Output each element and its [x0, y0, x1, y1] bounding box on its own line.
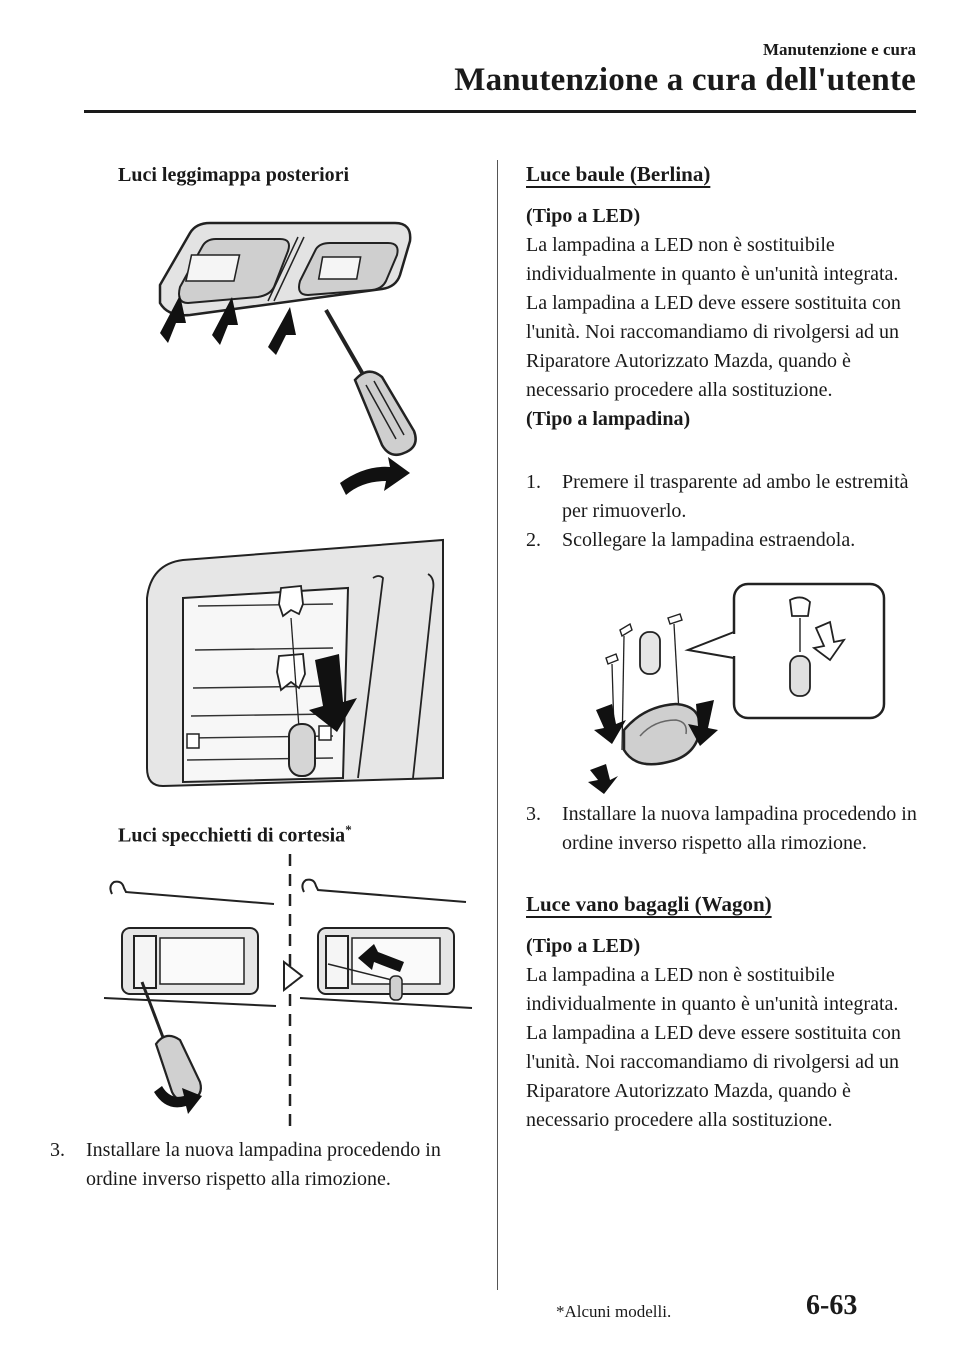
column-divider	[497, 160, 498, 1290]
map-light-illustration	[150, 215, 430, 500]
footnote-asterisk: *	[345, 822, 352, 837]
step-text: Installare la nuova lampadina procedendo in ordine inverso rispetto alla rimozione.	[86, 1139, 441, 1190]
trunk-led-title: (Tipo a LED)	[526, 205, 641, 227]
left-step-3	[50, 1136, 480, 1194]
trunk-bulb-title: (Tipo a lampadina)	[526, 408, 691, 430]
heading-trunk-light: Luce baule (Berlina)	[526, 162, 711, 186]
luggage-led-section	[526, 932, 921, 1135]
step-text: Scollegare la lampadina estraendola.	[562, 529, 856, 551]
trunk-step-1	[526, 468, 921, 526]
caption-vanity-text: Luci specchietti di cortesia	[118, 824, 346, 847]
trunk-step-2	[526, 526, 921, 555]
header-rule	[84, 110, 916, 113]
step-number: 3.	[50, 1139, 65, 1161]
trunk-led-section	[526, 202, 921, 434]
vanity-light-illustration	[104, 852, 476, 1130]
luggage-led-title: (Tipo a LED)	[526, 935, 641, 957]
footnote-some-models: *Alcuni modelli.	[556, 1302, 672, 1321]
step-number: 3.	[526, 803, 541, 825]
step-number: 2.	[526, 529, 541, 551]
caption-vanity-lights	[118, 822, 352, 848]
caption-map-lights: Luci leggimappa posteriori	[118, 164, 350, 186]
page-title: Manutenzione a cura dell'utente	[454, 62, 916, 98]
trunk-led-text-2: La lampadina a LED deve essere sostituita con l'unità. Noi raccomandiamo di rivolgersi ad un Riparatore Autorizzato Mazda, quando è necessario procedere alla sostituzione.	[526, 292, 901, 401]
heading-luggage-light: Luce vano bagagli (Wagon)	[526, 892, 772, 916]
luggage-led-text-2: La lampadina a LED deve essere sostituita con l'unità. Noi raccomandiamo di rivolgersi ad un Riparatore Autorizzato Mazda, quando è necessario procedere alla sostituzione.	[526, 1022, 901, 1131]
trunk-step-3	[526, 800, 921, 858]
luggage-led-text: La lampadina a LED non è sostituibile individualmente in quanto è un'unità integrata.	[526, 964, 899, 1015]
trunk-light-illustration	[584, 580, 889, 780]
step-text: Installare la nuova lampadina procedendo in ordine inverso rispetto alla rimozione.	[562, 803, 917, 854]
chapter-title: Manutenzione e cura	[763, 40, 916, 59]
step-number: 1.	[526, 471, 541, 493]
step-text: Premere il trasparente ad ambo le estremità per rimuoverlo.	[562, 471, 909, 522]
page-number: 6-63	[806, 1290, 858, 1321]
trunk-led-text: La lampadina a LED non è sostituibile individualmente in quanto è un'unità integrata.	[526, 234, 899, 285]
map-light-bulb-illustration	[143, 538, 448, 793]
